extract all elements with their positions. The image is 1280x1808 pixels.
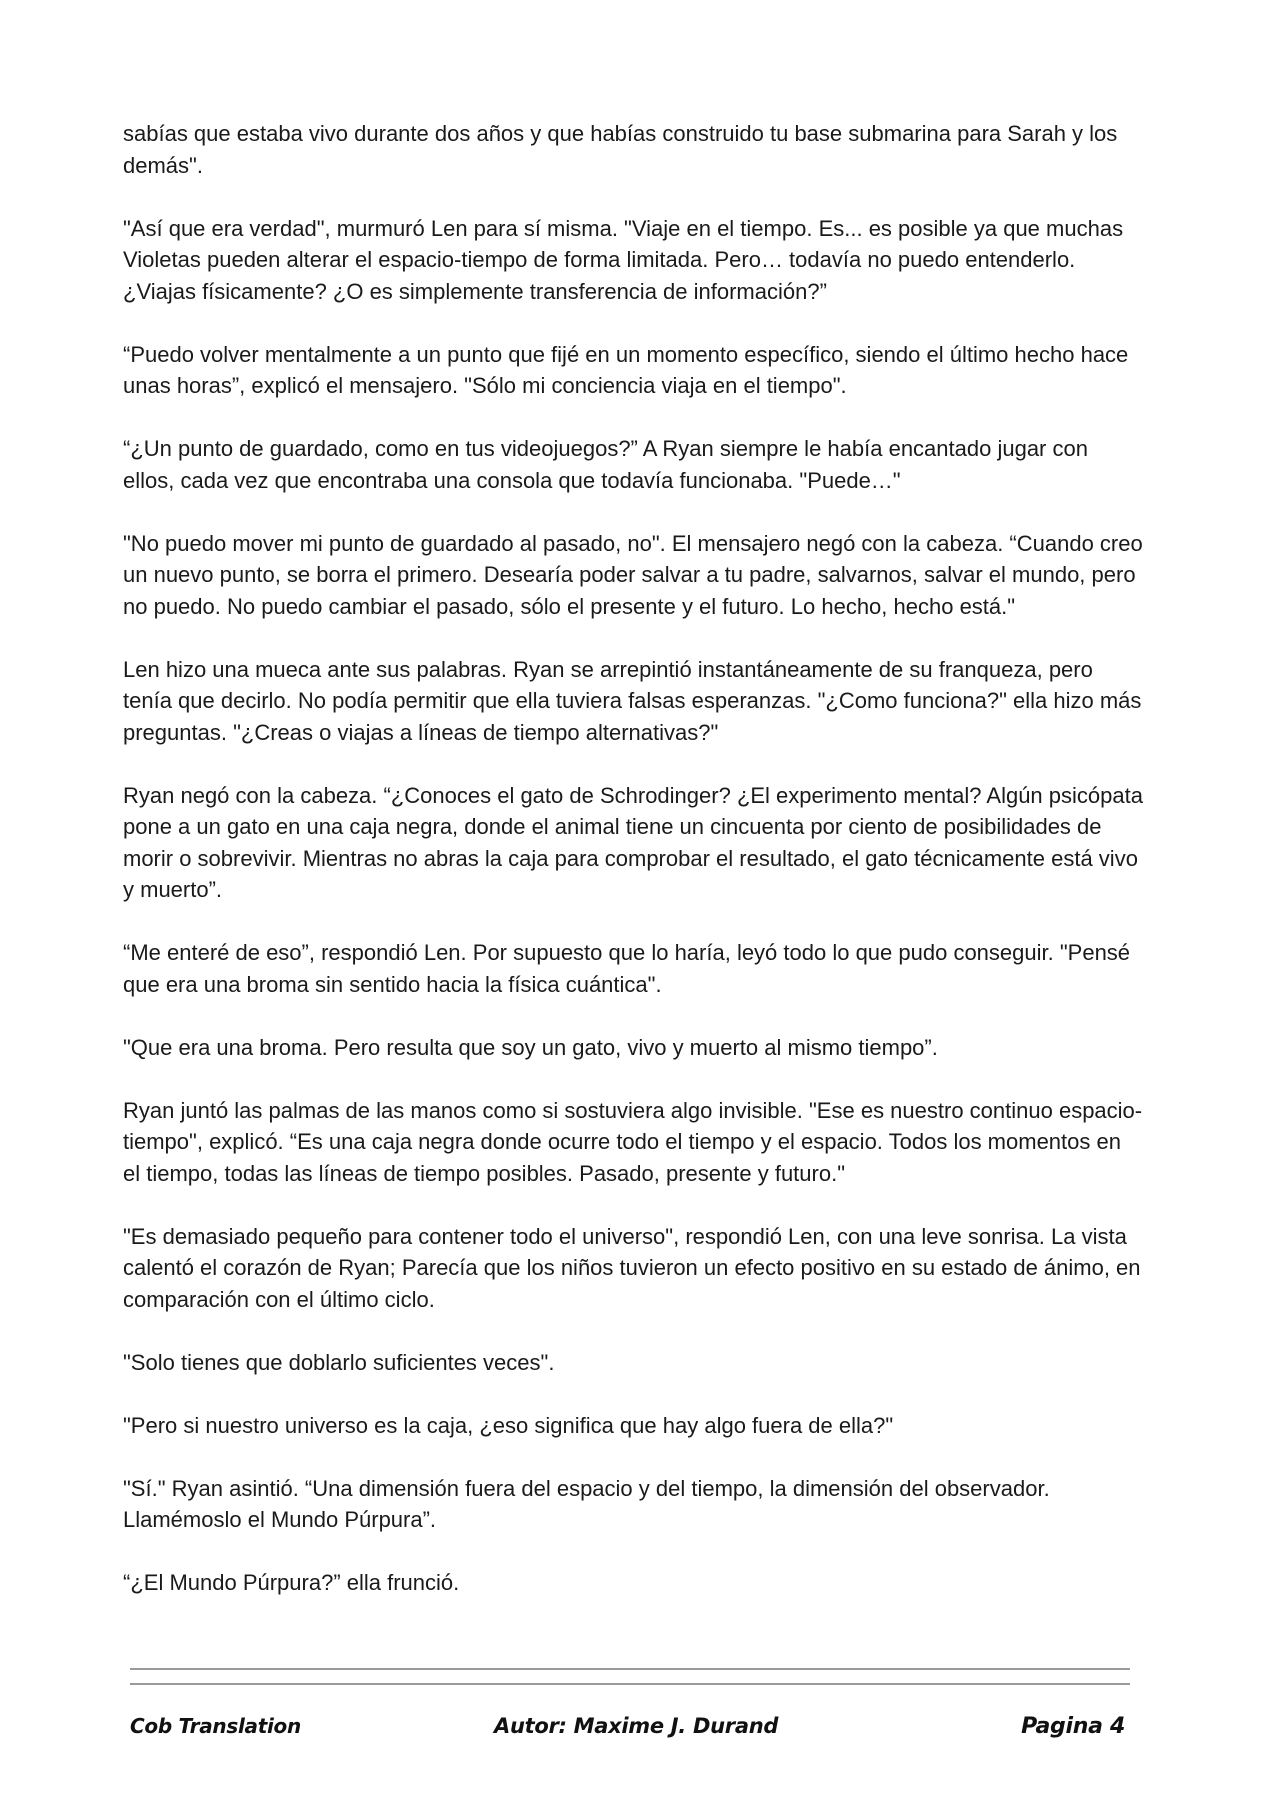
paragraph: Ryan juntó las palmas de las manos como si sostuviera algo invisible. "Ese es nuestro continuo espacio-tiempo", explicó. “Es una caja negra donde ocurre todo el tiempo y el espacio. Todos los momentos en el tiempo, todas las líneas de tiempo posibles. Pasado, presente y futuro." bbox=[123, 1097, 1143, 1186]
footer-author: Autor: Maxime J. Durand bbox=[494, 1714, 779, 1738]
paragraph: "Es demasiado pequeño para contener todo el universo", respondió Len, con una leve sonrisa. La vista calentó el corazón de Ryan; Parecía que los niños tuvieron un efecto positivo en su estado de ánimo, en comparación con el último ciclo. bbox=[123, 1223, 1141, 1312]
paragraph: "Que era una broma. Pero resulta que soy un gato, vivo y muerto al mismo tiempo”. bbox=[123, 1034, 938, 1060]
paragraph: “Me enteré de eso”, respondió Len. Por supuesto que lo haría, leyó todo lo que pudo conseguir. "Pensé que era una broma sin sentido hacia la física cuántica". bbox=[123, 940, 1131, 997]
body-text bbox=[123, 118, 1143, 1630]
paragraph: “¿Un punto de guardado, como en tus videojuegos?” A Ryan siempre le había encantado jugar con ellos, cada vez que encontraba una consola que todavía funcionaba. "Puede…" bbox=[123, 436, 1088, 493]
paragraph: "Pero si nuestro universo es la caja, ¿eso significa que hay algo fuera de ella?" bbox=[123, 1412, 894, 1438]
paragraph: "Sí." Ryan asintió. “Una dimensión fuera del espacio y del tiempo, la dimensión del observador. Llamémoslo el Mundo Púrpura”. bbox=[123, 1475, 1050, 1532]
paragraph: “Puedo volver mentalmente a un punto que fijé en un momento específico, siendo el último hecho hace unas horas”, explicó el mensajero. "Sólo mi conciencia viaja en el tiempo". bbox=[123, 341, 1129, 398]
paragraph: sabías que estaba vivo durante dos años y que habías construido tu base submarina para Sarah y los demás". bbox=[123, 121, 1118, 178]
paragraph: "Así que era verdad", murmuró Len para sí misma. "Viaje en el tiempo. Es... es posible ya que muchas Violetas pueden alterar el espacio-tiempo de forma limitada. Pero… todavía no puedo entenderlo. ¿Viajas físicamente? ¿O es simplemente transferencia de información?” bbox=[123, 215, 1124, 304]
footer-translator: Cob Translation bbox=[130, 1714, 301, 1738]
paragraph: "No puedo mover mi punto de guardado al pasado, no". El mensajero negó con la cabeza. “Cuando creo un nuevo punto, se borra el primero. Desearía poder salvar a tu padre, salvarnos, salvar el mundo, pero no puedo. No puedo cambiar el pasado, sólo el presente y el futuro. Lo hecho, hecho está." bbox=[123, 530, 1143, 619]
footer-divider-top bbox=[130, 1668, 1130, 1670]
paragraph: Ryan negó con la cabeza. “¿Conoces el gato de Schrodinger? ¿El experimento mental? Algún psicópata pone a un gato en una caja negra, donde el animal tiene un cincuenta por ciento de posibilidades de morir o sobrevivir. Mientras no abras la caja para comprobar el resultado, el gato técnicamente está vivo y muerto”. bbox=[123, 782, 1143, 902]
footer-page-number: Pagina 4 bbox=[1021, 1714, 1125, 1739]
paragraph: “¿El Mundo Púrpura?” ella frunció. bbox=[123, 1570, 460, 1595]
paragraph: Len hizo una mueca ante sus palabras. Ryan se arrepintió instantáneamente de su franqueza, pero tenía que decirlo. No podía permitir que ella tuviera falsas esperanzas. "¿Como funciona?" ella hizo más preguntas. "¿Creas o viajas a líneas de tiempo alternativas?" bbox=[123, 656, 1142, 745]
footer-divider-bottom bbox=[130, 1683, 1130, 1685]
paragraph: "Solo tienes que doblarlo suficientes veces". bbox=[123, 1349, 555, 1375]
